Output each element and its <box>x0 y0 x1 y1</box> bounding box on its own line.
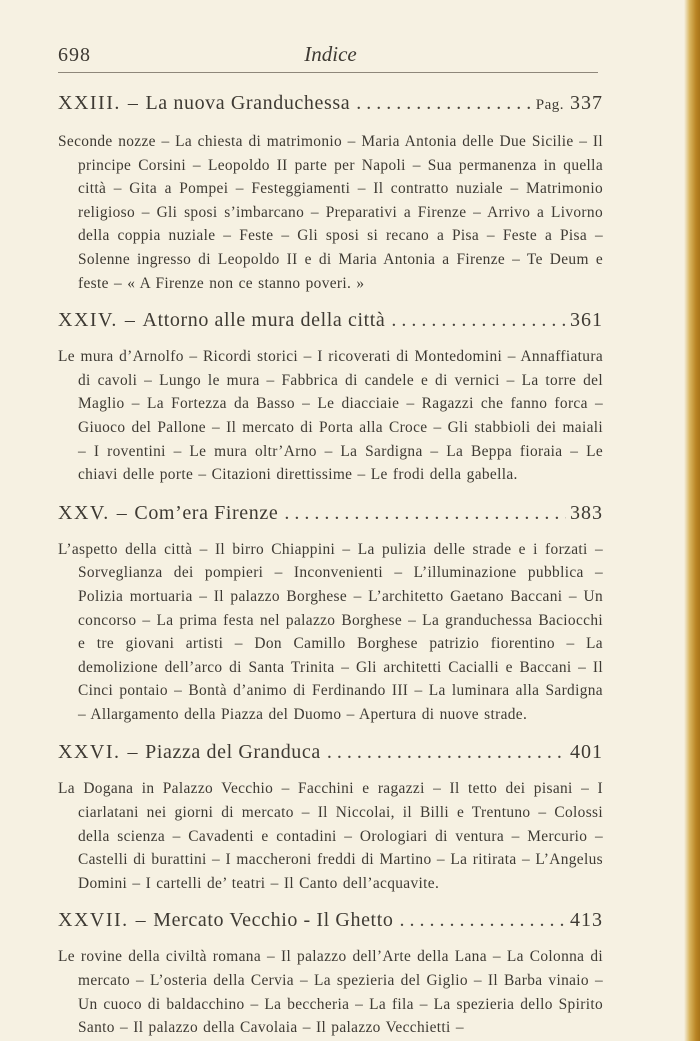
chapter-page: 383 <box>570 501 603 524</box>
chapter-dash: – <box>124 309 136 332</box>
index-entries <box>58 90 603 1040</box>
chapter-numeral: XXV. <box>58 501 110 524</box>
chapter-title: Piazza del Granduca <box>145 741 321 764</box>
chapter-page: 337 <box>570 92 603 114</box>
chapter-page: 413 <box>570 909 603 932</box>
chapter-heading <box>58 739 603 765</box>
chapter-entry <box>58 907 603 1039</box>
chapter-heading <box>58 500 603 526</box>
chapter-dash: – <box>127 92 139 114</box>
chapter-summary: Seconde nozze – La chiesta di matrimonio – Maria Antonia delle Due Sicilie – Il principe Corsini – Leopoldo II parte per Napoli – Sua permanenza in quella città – Gita a Pompei – Festeggiamenti – Il contratto nuziale – Matrimonio religioso – Gli sposi s’imbarcano – Preparativi a Firenze – Arrivo a Livorno della coppia nuziale – Feste – Gli sposi si recano a Pisa – Feste a Pisa – Solenne ingresso di Leopoldo II e di Maria Antonia a Firenze – Te Deum e feste – « A Firenze non ce stanno poveri. » <box>58 133 603 292</box>
running-title: Indice <box>304 42 357 66</box>
chapter-dash: – <box>116 501 128 524</box>
chapter-page: 361 <box>570 309 603 332</box>
chapter-title: Com’era Firenze <box>134 501 279 524</box>
chapter-entry <box>58 90 603 295</box>
page-edge <box>684 0 700 1041</box>
page-header <box>58 40 603 70</box>
chapter-summary: La Dogana in Palazzo Vecchio – Facchini e ragazzi – Il tetto dei pisani – I ciarlatani nei giorni di mercato – Il Niccolai, il Billi e Trentuno – Colossi della scienza – Cavadenti e contadini – Orologiari di ventura – Mercurio – Castelli di burattini – I maccheroni freddi di Martino – La ritirata – L’Angelus Domini – I cartelli de’ teatri – Il Canto dell’acquavite. <box>58 780 603 892</box>
chapter-numeral: XXVI. <box>58 741 121 764</box>
chapter-dash: – <box>127 741 139 764</box>
chapter-page: 401 <box>570 741 603 764</box>
chapter-numeral: XXIII. <box>58 92 121 114</box>
chapter-summary: Le rovine della civiltà romana – Il palazzo dell’Arte della Lana – La Colonna di mercato – L’osteria della Cervia – La spezieria del Giglio – Il Barba vinaio – Un cuoco di baldacchino – La beccheria – La fila – La spezieria dello Spirito Santo – Il palazzo della Cavolaia – Il palazzo Vecchietti – <box>58 948 603 1037</box>
chapter-entry <box>58 307 603 487</box>
chapter-dash: – <box>135 909 147 932</box>
chapter-title: Mercato Vecchio - Il Ghetto <box>153 909 394 932</box>
dot-leader <box>391 307 566 333</box>
chapter-numeral: XXVII. <box>58 909 129 932</box>
dot-leader <box>327 739 566 765</box>
header-rule <box>58 72 598 73</box>
chapter-numeral: XXIV. <box>58 309 118 332</box>
chapter-heading <box>58 90 603 118</box>
dot-leader <box>356 90 532 116</box>
dot-leader <box>399 907 566 933</box>
chapter-heading <box>58 307 603 333</box>
page-number: 698 <box>58 44 91 66</box>
chapter-title: Attorno alle mura della città <box>142 309 386 332</box>
chapter-title: La nuova Granduchessa <box>145 92 351 114</box>
chapter-heading <box>58 907 603 933</box>
chapter-summary: Le mura d’Arnolfo – Ricordi storici – I ricoverati di Montedomini – Annaffiatura di cavoli – Lungo le mura – Fabbrica di candele e di vernici – La torre del Maglio – La Fortezza da Basso – Le diacciaie – Ragazzi che fanno forca – Giuoco del Pallone – Il mercato di Porta alla Croce – Gli stabbioli dei maiali – I roventini – Le mura oltr’Arno – La Sardigna – La Beppa fioraia – Le chiavi delle porte – Citazioni direttissime – Le frodi della gabella. <box>58 348 603 484</box>
dot-leader <box>284 500 566 526</box>
chapter-entry <box>58 500 603 727</box>
chapter-summary: L’aspetto della città – Il birro Chiappini – La pulizia delle strade e i forzati – Sorveglianza dei pompieri – Inconvenienti – L’illuminazione pubblica – Polizia mortuaria – Il palazzo Borghese – L’architetto Gaetano Baccani – Un concorso – La prima festa nel palazzo Borghese – La granduchessa Baciocchi e tre giovani artisti – Don Camillo Borghese patrizio fiorentino – La demolizione dell’arco di Santa Trinita – Gli architetti Cacialli e Baccani – Il Cinci pontaio – Bontà d’animo di Ferdinando III – La luminara alla Sardigna – Allargamento della Piazza del Duomo – Apertura di nuove strade. <box>58 540 603 723</box>
page-prefix: Pag. <box>535 97 564 113</box>
chapter-entry <box>58 739 603 895</box>
